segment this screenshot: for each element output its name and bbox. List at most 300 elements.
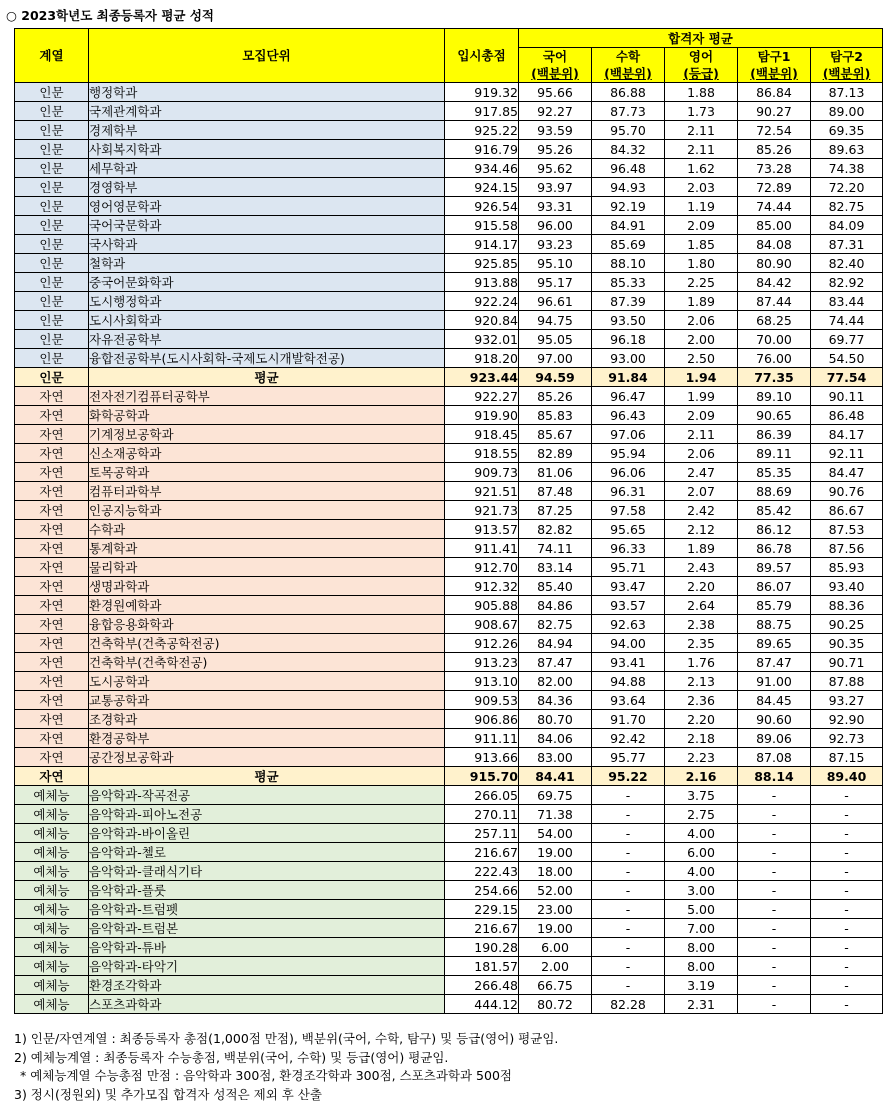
cell-inquiry1: 89.06 bbox=[738, 729, 811, 748]
cell-inquiry2: 86.67 bbox=[811, 501, 883, 520]
cell-unit: 컴퓨터과학부 bbox=[89, 482, 445, 501]
cell-inquiry1: - bbox=[738, 824, 811, 843]
cell-unit: 조경학과 bbox=[89, 710, 445, 729]
cell-math: 96.48 bbox=[592, 159, 665, 178]
cell-inquiry1: - bbox=[738, 786, 811, 805]
cell-math: - bbox=[592, 786, 665, 805]
cell-english: 4.00 bbox=[665, 824, 738, 843]
cell-english: 8.00 bbox=[665, 938, 738, 957]
footnotes bbox=[14, 1030, 558, 1104]
cell-english: 3.19 bbox=[665, 976, 738, 995]
cell-korean: 19.00 bbox=[519, 919, 592, 938]
cell-math: 93.47 bbox=[592, 577, 665, 596]
table-row bbox=[15, 824, 883, 843]
cell-english: 2.64 bbox=[665, 596, 738, 615]
cell-total: 181.57 bbox=[445, 957, 519, 976]
cell-total: 905.88 bbox=[445, 596, 519, 615]
cell-unit: 경영학부 bbox=[89, 178, 445, 197]
cell-total: 919.32 bbox=[445, 83, 519, 102]
cell-english: 2.35 bbox=[665, 634, 738, 653]
cell-total: 913.10 bbox=[445, 672, 519, 691]
cell-inquiry2: - bbox=[811, 938, 883, 957]
cell-korean: 95.17 bbox=[519, 273, 592, 292]
cell-math: 93.00 bbox=[592, 349, 665, 368]
cell-inquiry1: 85.79 bbox=[738, 596, 811, 615]
cell-inquiry1: 85.26 bbox=[738, 140, 811, 159]
cell-inquiry2: 84.17 bbox=[811, 425, 883, 444]
cell-group: 예체능 bbox=[15, 938, 89, 957]
cell-unit: 토목공학과 bbox=[89, 463, 445, 482]
cell-inquiry2: 89.63 bbox=[811, 140, 883, 159]
cell-inquiry2: 74.38 bbox=[811, 159, 883, 178]
cell-inquiry1: 90.27 bbox=[738, 102, 811, 121]
cell-unit: 건축학부(건축학전공) bbox=[89, 653, 445, 672]
cell-inquiry1: 72.89 bbox=[738, 178, 811, 197]
table-row bbox=[15, 881, 883, 900]
table-row bbox=[15, 83, 883, 102]
cell-group: 예체능 bbox=[15, 995, 89, 1014]
cell-inquiry1: - bbox=[738, 881, 811, 900]
cell-korean: 92.27 bbox=[519, 102, 592, 121]
cell-math: 94.93 bbox=[592, 178, 665, 197]
cell-inquiry1: 88.69 bbox=[738, 482, 811, 501]
cell-korean: 94.75 bbox=[519, 311, 592, 330]
cell-math: 96.18 bbox=[592, 330, 665, 349]
header-inquiry1: 탐구1 (백분위) bbox=[738, 48, 811, 83]
cell-english: 5.00 bbox=[665, 900, 738, 919]
cell-unit: 인공지능학과 bbox=[89, 501, 445, 520]
cell-english: 2.13 bbox=[665, 672, 738, 691]
cell-inquiry2: 84.09 bbox=[811, 216, 883, 235]
cell-korean: 95.62 bbox=[519, 159, 592, 178]
cell-total: 254.66 bbox=[445, 881, 519, 900]
cell-total: 920.84 bbox=[445, 311, 519, 330]
cell-unit: 신소재공학과 bbox=[89, 444, 445, 463]
cell-math: 85.33 bbox=[592, 273, 665, 292]
cell-english: 7.00 bbox=[665, 919, 738, 938]
cell-english: 2.47 bbox=[665, 463, 738, 482]
cell-total: 924.15 bbox=[445, 178, 519, 197]
avg-cell-inquiry1: 88.14 bbox=[738, 767, 811, 786]
cell-inquiry2: - bbox=[811, 881, 883, 900]
cell-inquiry1: 70.00 bbox=[738, 330, 811, 349]
cell-inquiry1: 86.39 bbox=[738, 425, 811, 444]
cell-korean: 85.83 bbox=[519, 406, 592, 425]
cell-english: 2.09 bbox=[665, 216, 738, 235]
cell-inquiry1: - bbox=[738, 995, 811, 1014]
cell-inquiry1: 86.84 bbox=[738, 83, 811, 102]
table-row bbox=[15, 387, 883, 406]
cell-inquiry1: 91.00 bbox=[738, 672, 811, 691]
cell-math: 95.71 bbox=[592, 558, 665, 577]
cell-korean: 95.10 bbox=[519, 254, 592, 273]
cell-math: 96.06 bbox=[592, 463, 665, 482]
cell-math: - bbox=[592, 900, 665, 919]
cell-total: 921.73 bbox=[445, 501, 519, 520]
cell-group: 인문 bbox=[15, 140, 89, 159]
cell-inquiry1: 86.78 bbox=[738, 539, 811, 558]
cell-total: 270.11 bbox=[445, 805, 519, 824]
cell-inquiry1: - bbox=[738, 862, 811, 881]
cell-english: 1.76 bbox=[665, 653, 738, 672]
cell-group: 자연 bbox=[15, 463, 89, 482]
cell-inquiry2: 89.00 bbox=[811, 102, 883, 121]
cell-inquiry1: 86.07 bbox=[738, 577, 811, 596]
cell-total: 190.28 bbox=[445, 938, 519, 957]
cell-inquiry2: 87.56 bbox=[811, 539, 883, 558]
cell-inquiry1: 89.65 bbox=[738, 634, 811, 653]
cell-unit: 환경공학부 bbox=[89, 729, 445, 748]
cell-korean: 82.82 bbox=[519, 520, 592, 539]
cell-group: 자연 bbox=[15, 634, 89, 653]
cell-group: 인문 bbox=[15, 216, 89, 235]
cell-group: 예체능 bbox=[15, 881, 89, 900]
cell-inquiry2: 87.31 bbox=[811, 235, 883, 254]
table-row bbox=[15, 501, 883, 520]
cell-unit: 통계학과 bbox=[89, 539, 445, 558]
cell-inquiry2: 90.71 bbox=[811, 653, 883, 672]
cell-total: 216.67 bbox=[445, 843, 519, 862]
cell-inquiry2: 92.73 bbox=[811, 729, 883, 748]
cell-group: 예체능 bbox=[15, 957, 89, 976]
cell-math: 93.50 bbox=[592, 311, 665, 330]
cell-english: 1.99 bbox=[665, 387, 738, 406]
cell-english: 2.31 bbox=[665, 995, 738, 1014]
cell-unit: 전자전기컴퓨터공학부 bbox=[89, 387, 445, 406]
cell-unit: 음악학과-플룻 bbox=[89, 881, 445, 900]
cell-total: 906.86 bbox=[445, 710, 519, 729]
cell-english: 2.00 bbox=[665, 330, 738, 349]
table-row bbox=[15, 729, 883, 748]
cell-korean: 2.00 bbox=[519, 957, 592, 976]
cell-math: - bbox=[592, 862, 665, 881]
cell-total: 925.85 bbox=[445, 254, 519, 273]
cell-english: 2.42 bbox=[665, 501, 738, 520]
cell-korean: 85.67 bbox=[519, 425, 592, 444]
cell-group: 인문 bbox=[15, 235, 89, 254]
cell-group: 자연 bbox=[15, 596, 89, 615]
table-row bbox=[15, 900, 883, 919]
cell-korean: 82.00 bbox=[519, 672, 592, 691]
cell-math: 88.10 bbox=[592, 254, 665, 273]
cell-unit: 수학과 bbox=[89, 520, 445, 539]
cell-math: 92.42 bbox=[592, 729, 665, 748]
table-row bbox=[15, 957, 883, 976]
cell-total: 912.32 bbox=[445, 577, 519, 596]
cell-total: 912.70 bbox=[445, 558, 519, 577]
cell-math: 85.69 bbox=[592, 235, 665, 254]
avg-cell-math: 91.84 bbox=[592, 368, 665, 387]
cell-group: 자연 bbox=[15, 615, 89, 634]
header-passers: 합격자 평균 bbox=[519, 29, 883, 48]
footnote-1: 1) 인문/자연계열 : 최종등록자 총점(1,000점 만점), 백분위(국어, 수학, 탐구) 및 등급(영어) 평균임. bbox=[14, 1031, 559, 1046]
avg-cell-group: 인문 bbox=[15, 368, 89, 387]
cell-inquiry2: 86.48 bbox=[811, 406, 883, 425]
cell-total: 934.46 bbox=[445, 159, 519, 178]
table-row bbox=[15, 330, 883, 349]
table-row bbox=[15, 178, 883, 197]
cell-inquiry1: 87.08 bbox=[738, 748, 811, 767]
cell-inquiry2: - bbox=[811, 805, 883, 824]
cell-inquiry2: 72.20 bbox=[811, 178, 883, 197]
cell-group: 자연 bbox=[15, 425, 89, 444]
cell-english: 2.11 bbox=[665, 121, 738, 140]
cell-unit: 음악학과-튜바 bbox=[89, 938, 445, 957]
cell-inquiry1: 89.10 bbox=[738, 387, 811, 406]
table-body bbox=[15, 83, 883, 1014]
cell-korean: 6.00 bbox=[519, 938, 592, 957]
cell-group: 인문 bbox=[15, 121, 89, 140]
cell-inquiry2: 84.47 bbox=[811, 463, 883, 482]
cell-korean: 66.75 bbox=[519, 976, 592, 995]
table-row bbox=[15, 843, 883, 862]
cell-group: 인문 bbox=[15, 311, 89, 330]
cell-korean: 19.00 bbox=[519, 843, 592, 862]
cell-korean: 82.75 bbox=[519, 615, 592, 634]
cell-inquiry1: 87.44 bbox=[738, 292, 811, 311]
cell-math: 87.73 bbox=[592, 102, 665, 121]
avg-cell-inquiry2: 89.40 bbox=[811, 767, 883, 786]
cell-inquiry1: 74.44 bbox=[738, 197, 811, 216]
cell-english: 1.80 bbox=[665, 254, 738, 273]
cell-math: 84.91 bbox=[592, 216, 665, 235]
cell-unit: 공간정보공학과 bbox=[89, 748, 445, 767]
cell-korean: 85.40 bbox=[519, 577, 592, 596]
table-row bbox=[15, 786, 883, 805]
cell-unit: 사회복지학과 bbox=[89, 140, 445, 159]
cell-english: 8.00 bbox=[665, 957, 738, 976]
cell-korean: 18.00 bbox=[519, 862, 592, 881]
avg-cell-unit: 평균 bbox=[89, 767, 445, 786]
cell-unit: 도시공학과 bbox=[89, 672, 445, 691]
header-math: 수학 (백분위) bbox=[592, 48, 665, 83]
cell-total: 919.90 bbox=[445, 406, 519, 425]
cell-inquiry2: - bbox=[811, 786, 883, 805]
table-row bbox=[15, 653, 883, 672]
cell-math: 93.41 bbox=[592, 653, 665, 672]
cell-inquiry2: 82.75 bbox=[811, 197, 883, 216]
cell-inquiry1: 76.00 bbox=[738, 349, 811, 368]
table-row bbox=[15, 995, 883, 1014]
cell-group: 자연 bbox=[15, 444, 89, 463]
cell-math: 95.65 bbox=[592, 520, 665, 539]
cell-group: 자연 bbox=[15, 387, 89, 406]
cell-group: 자연 bbox=[15, 482, 89, 501]
cell-inquiry1: 90.65 bbox=[738, 406, 811, 425]
header-total: 입시총점 bbox=[445, 29, 519, 83]
cell-total: 918.55 bbox=[445, 444, 519, 463]
cell-english: 1.89 bbox=[665, 539, 738, 558]
cell-inquiry1: 89.11 bbox=[738, 444, 811, 463]
cell-korean: 84.06 bbox=[519, 729, 592, 748]
cell-korean: 93.23 bbox=[519, 235, 592, 254]
cell-math: - bbox=[592, 938, 665, 957]
cell-inquiry2: 87.13 bbox=[811, 83, 883, 102]
table-row bbox=[15, 482, 883, 501]
cell-inquiry2: 83.44 bbox=[811, 292, 883, 311]
cell-inquiry1: - bbox=[738, 900, 811, 919]
cell-inquiry2: 54.50 bbox=[811, 349, 883, 368]
cell-unit: 철학과 bbox=[89, 254, 445, 273]
cell-inquiry2: - bbox=[811, 995, 883, 1014]
cell-inquiry1: - bbox=[738, 919, 811, 938]
cell-inquiry1: 85.42 bbox=[738, 501, 811, 520]
cell-inquiry1: 90.60 bbox=[738, 710, 811, 729]
cell-unit: 융합응용화학과 bbox=[89, 615, 445, 634]
cell-unit: 음악학과-피아노전공 bbox=[89, 805, 445, 824]
cell-english: 2.11 bbox=[665, 140, 738, 159]
cell-total: 914.17 bbox=[445, 235, 519, 254]
table-row bbox=[15, 197, 883, 216]
cell-inquiry2: 92.90 bbox=[811, 710, 883, 729]
cell-math: 96.33 bbox=[592, 539, 665, 558]
cell-total: 913.66 bbox=[445, 748, 519, 767]
cell-total: 229.15 bbox=[445, 900, 519, 919]
cell-unit: 화학공학과 bbox=[89, 406, 445, 425]
score-table bbox=[14, 28, 883, 1014]
cell-korean: 84.94 bbox=[519, 634, 592, 653]
header-unit: 모집단위 bbox=[89, 29, 445, 83]
cell-total: 918.45 bbox=[445, 425, 519, 444]
cell-unit: 경제학부 bbox=[89, 121, 445, 140]
cell-english: 2.09 bbox=[665, 406, 738, 425]
table-row bbox=[15, 976, 883, 995]
cell-english: 4.00 bbox=[665, 862, 738, 881]
avg-cell-inquiry1: 77.35 bbox=[738, 368, 811, 387]
cell-english: 3.75 bbox=[665, 786, 738, 805]
cell-total: 222.43 bbox=[445, 862, 519, 881]
cell-total: 922.24 bbox=[445, 292, 519, 311]
cell-english: 2.43 bbox=[665, 558, 738, 577]
cell-group: 자연 bbox=[15, 539, 89, 558]
cell-math: - bbox=[592, 843, 665, 862]
cell-total: 917.85 bbox=[445, 102, 519, 121]
cell-korean: 87.48 bbox=[519, 482, 592, 501]
cell-unit: 음악학과-작곡전공 bbox=[89, 786, 445, 805]
table-row bbox=[15, 710, 883, 729]
cell-korean: 54.00 bbox=[519, 824, 592, 843]
cell-unit: 음악학과-트럼본 bbox=[89, 919, 445, 938]
cell-unit: 도시사회학과 bbox=[89, 311, 445, 330]
cell-unit: 음악학과-바이올린 bbox=[89, 824, 445, 843]
cell-math: 93.57 bbox=[592, 596, 665, 615]
cell-unit: 국어국문학과 bbox=[89, 216, 445, 235]
cell-math: 96.47 bbox=[592, 387, 665, 406]
cell-inquiry1: 85.00 bbox=[738, 216, 811, 235]
cell-korean: 83.00 bbox=[519, 748, 592, 767]
table-row bbox=[15, 558, 883, 577]
table-row bbox=[15, 615, 883, 634]
header-english: 영어 (등급) bbox=[665, 48, 738, 83]
cell-korean: 96.61 bbox=[519, 292, 592, 311]
cell-total: 266.05 bbox=[445, 786, 519, 805]
cell-inquiry1: 85.35 bbox=[738, 463, 811, 482]
cell-group: 예체능 bbox=[15, 862, 89, 881]
cell-english: 1.89 bbox=[665, 292, 738, 311]
cell-english: 2.11 bbox=[665, 425, 738, 444]
table-row bbox=[15, 672, 883, 691]
cell-math: 87.39 bbox=[592, 292, 665, 311]
cell-group: 자연 bbox=[15, 520, 89, 539]
cell-unit: 환경조각학과 bbox=[89, 976, 445, 995]
cell-korean: 87.25 bbox=[519, 501, 592, 520]
cell-unit: 생명과학과 bbox=[89, 577, 445, 596]
cell-inquiry1: 86.12 bbox=[738, 520, 811, 539]
cell-group: 자연 bbox=[15, 501, 89, 520]
cell-english: 2.75 bbox=[665, 805, 738, 824]
table-row bbox=[15, 520, 883, 539]
cell-group: 인문 bbox=[15, 159, 89, 178]
table-row bbox=[15, 463, 883, 482]
cell-english: 2.06 bbox=[665, 311, 738, 330]
cell-korean: 69.75 bbox=[519, 786, 592, 805]
avg-cell-math: 95.22 bbox=[592, 767, 665, 786]
cell-total: 911.41 bbox=[445, 539, 519, 558]
cell-unit: 국사학과 bbox=[89, 235, 445, 254]
avg-cell-group: 자연 bbox=[15, 767, 89, 786]
cell-unit: 융합전공학부(도시사회학-국제도시개발학전공) bbox=[89, 349, 445, 368]
table-row bbox=[15, 425, 883, 444]
cell-group: 자연 bbox=[15, 577, 89, 596]
avg-cell-korean: 94.59 bbox=[519, 368, 592, 387]
cell-korean: 87.47 bbox=[519, 653, 592, 672]
cell-english: 1.73 bbox=[665, 102, 738, 121]
cell-inquiry1: 84.45 bbox=[738, 691, 811, 710]
cell-inquiry2: 82.40 bbox=[811, 254, 883, 273]
cell-total: 932.01 bbox=[445, 330, 519, 349]
cell-english: 2.07 bbox=[665, 482, 738, 501]
cell-unit: 음악학과-트럼펫 bbox=[89, 900, 445, 919]
table-row bbox=[15, 102, 883, 121]
cell-math: 94.88 bbox=[592, 672, 665, 691]
cell-inquiry1: 73.28 bbox=[738, 159, 811, 178]
cell-total: 909.73 bbox=[445, 463, 519, 482]
cell-math: 84.32 bbox=[592, 140, 665, 159]
avg-cell-unit: 평균 bbox=[89, 368, 445, 387]
table-row bbox=[15, 748, 883, 767]
cell-math: - bbox=[592, 976, 665, 995]
cell-unit: 국제관계학과 bbox=[89, 102, 445, 121]
cell-unit: 음악학과-첼로 bbox=[89, 843, 445, 862]
avg-cell-english: 2.16 bbox=[665, 767, 738, 786]
cell-inquiry2: - bbox=[811, 824, 883, 843]
cell-math: - bbox=[592, 805, 665, 824]
cell-group: 인문 bbox=[15, 83, 89, 102]
cell-english: 6.00 bbox=[665, 843, 738, 862]
cell-math: - bbox=[592, 919, 665, 938]
cell-inquiry2: 85.93 bbox=[811, 558, 883, 577]
cell-math: 96.31 bbox=[592, 482, 665, 501]
cell-unit: 세무학과 bbox=[89, 159, 445, 178]
avg-cell-inquiry2: 77.54 bbox=[811, 368, 883, 387]
cell-group: 인문 bbox=[15, 292, 89, 311]
cell-english: 1.19 bbox=[665, 197, 738, 216]
cell-korean: 83.14 bbox=[519, 558, 592, 577]
cell-group: 예체능 bbox=[15, 805, 89, 824]
cell-english: 1.62 bbox=[665, 159, 738, 178]
table-row bbox=[15, 805, 883, 824]
cell-total: 216.67 bbox=[445, 919, 519, 938]
cell-inquiry2: 90.11 bbox=[811, 387, 883, 406]
cell-total: 915.58 bbox=[445, 216, 519, 235]
cell-korean: 74.11 bbox=[519, 539, 592, 558]
header-inquiry2: 탐구2 (백분위) bbox=[811, 48, 883, 83]
cell-english: 2.06 bbox=[665, 444, 738, 463]
cell-korean: 93.59 bbox=[519, 121, 592, 140]
cell-english: 2.12 bbox=[665, 520, 738, 539]
cell-total: 912.26 bbox=[445, 634, 519, 653]
page-title: ○ 2023학년도 최종등록자 평균 성적 bbox=[6, 8, 215, 23]
